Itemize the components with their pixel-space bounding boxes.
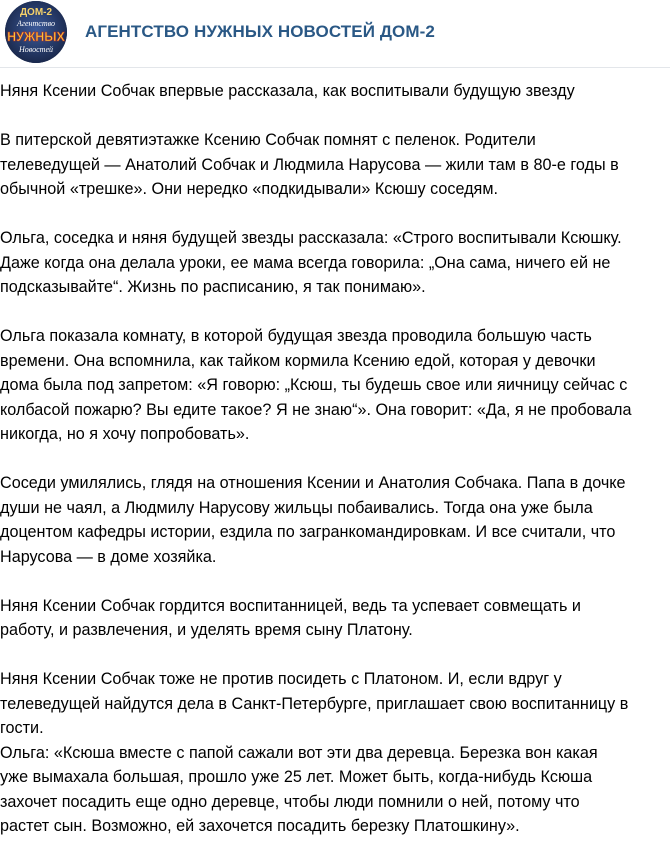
text-line: подсказывайте“. Жизнь по расписанию, я так понимаю». [0,278,426,296]
avatar-logo-mid: Агентство [17,19,55,28]
channel-avatar[interactable] [5,1,67,63]
text-line: обычной «трешке». Они нередко «подкидывали» Ксюшу соседям. [0,180,498,198]
text-line: работу, и развлечения, и уделять время сыну Платону. [0,621,413,639]
text-line: Няня Ксении Собчак гордится воспитанницей, ведь та успевает совмещать и [0,596,581,615]
text-line: никогда, но я хочу попробовать». [0,425,250,443]
post-paragraph [0,471,666,569]
text-line: В питерской девятиэтажке Ксению Собчак помнят с пеленок. Родители [0,131,536,149]
dom2-logo-icon [5,1,67,63]
avatar-logo-top: ДОМ-2 [19,7,53,18]
text-line: Ольга: «Ксюша вместе с папой сажали вот эти два деревца. Березка вон какая [0,743,598,762]
text-line: колбасой пожарю? Вы едите такое? Я не знаю“». Она говорит: «Да, я не пробовала [0,400,632,419]
post-title: Няня Ксении Собчак впервые рассказала, как воспитывали будущую звезду [0,82,575,100]
text-line: уже вымахала большая, прошло уже 25 лет. Может быть, когда-нибудь Ксюша [0,768,593,786]
text-line: доцентом кафедры истории, ездила по загранкомандировкам. И все считали, что [0,523,616,541]
text-line: Ольга, соседка и няня будущей звезды рассказала: «Строго воспитывали Ксюшку. [0,229,622,247]
post-paragraph [0,128,666,202]
text-line: растет сын. Возможно, ей захочется посадить березку Платошкину». [0,817,520,835]
post-paragraph [0,324,666,447]
avatar-logo-big: НУЖНЫХ [7,30,65,44]
text-line: гости. [0,719,44,737]
text-line: Даже когда она делала уроки, ее мама всегда говорила: „Она сама, ничего ей не [0,253,611,272]
text-line: телеведущей найдутся дела в Санкт-Петербурге, приглашает свою воспитанницу в [0,694,629,713]
post-paragraph [0,667,666,741]
channel-name-link[interactable]: АГЕНТСТВО НУЖНЫХ НОВОСТЕЙ ДОМ-2 [85,22,435,41]
text-line: захочет посадить еще одно деревце, чтобы люди помнили о ней, потому что [0,792,580,811]
post-paragraph [0,226,666,300]
post-header [5,2,665,62]
text-line: Соседи умилялись, глядя на отношения Ксении и Анатолия Собчака. Папа в дочке [0,474,626,492]
text-line: дома была под запретом: «Я говорю: „Ксюш, ты будешь свое или яичницу сейчас с [0,376,628,394]
text-line: времени. Она вспомнила, как тайком кормила Ксению едой, которая у девочки [0,351,596,370]
header-divider [0,67,670,68]
post-paragraph [0,594,666,643]
text-line: телеведущей — Анатолий Собчак и Людмила Нарусова — жили там в 80-е годы в [0,155,619,174]
text-line: Нарусова — в доме хозяйка. [0,547,217,566]
text-line: Ольга показала комнату, в которой будущая звезда проводила большую часть [0,327,592,345]
post-body [0,79,666,839]
post-paragraph [0,741,666,839]
text-line: Няня Ксении Собчак тоже не против посидеть с Платоном. И, если вдруг у [0,670,562,688]
text-line: души не чаял, а Людмилу Нарусову жильцы побаивались. Тогда она уже была [0,498,593,517]
avatar-logo-bottom: Новостей [18,45,54,54]
